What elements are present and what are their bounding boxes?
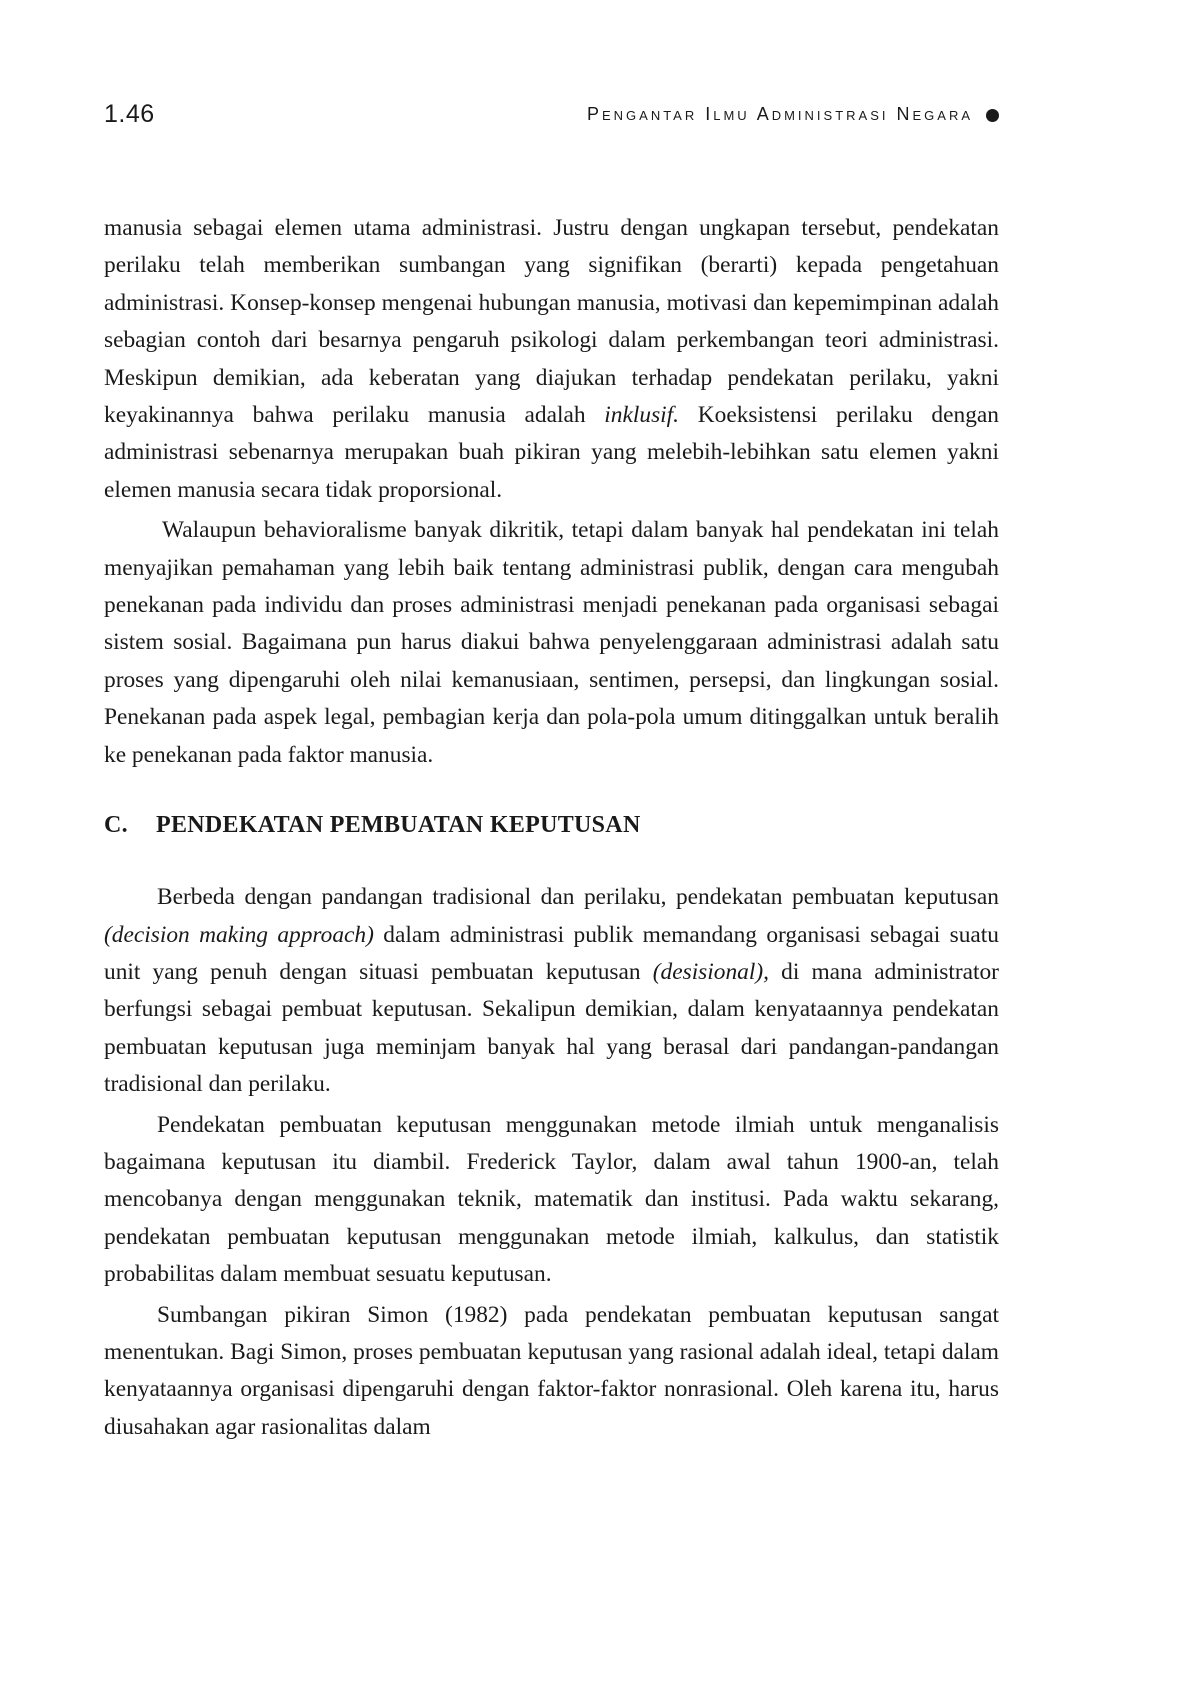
italic-term: inklusif. [604,402,680,429]
section-title: PENDEKATAN PEMBUATAN KEPUTUSAN [156,812,641,839]
paragraph-behavioralism: Walaupun behavioralisme banyak dikritik, tetapi dalam banyak hal pendekatan ini telah menyajikan pemahaman yang lebih baik tentang administrasi publik, dengan cara mengubah penekanan pada individu dan proses administrasi menjadi penekanan pada organisasi sebagai sistem sosial. Bagaimana pun harus diakui bahwa penyelenggaraan administrasi adalah satu proses yang dipengaruhi oleh nilai kemanusiaan, sentimen, persepsi, dan lingkungan sosial. Penekanan pada aspek legal, pembagian kerja dan pola-pola umum ditinggalkan untuk beralih ke penekanan pada faktor manusia. [104,517,999,768]
filled-circle-icon [986,109,999,122]
paragraph-text: manusia sebagai elemen utama administrasi. Justru dengan ungkapan tersebut, pendekatan perilaku telah memberikan sumbangan yang signifikan (berarti) kepada pengetahuan administrasi. Konsep-konsep mengenai hubungan manusia, motivasi dan kepemimpinan adalah sebagian contoh dari besarnya pengaruh psikologi dalam perkembangan teori administrasi. Meskipun demikian, ada keberatan yang diajukan terhadap pendekatan perilaku, yakni keyakinannya bahwa perilaku manusia adalah [104,215,999,429]
italic-term: (desisional), [652,958,770,985]
page-number: 1.46 [104,100,155,128]
paragraph-text: Berbeda dengan pandangan tradisional dan perilaku, pendekatan pembuatan keputusan [157,884,999,911]
italic-term: (decision making approach) [104,921,374,948]
paragraph-scientific-method: Pendekatan pembuatan keputusan menggunakan metode ilmiah untuk menganalisis bagaimana keputusan itu diambil. Frederick Taylor, dalam awal tahun 1900-an, telah mencobanya dengan menggunakan teknik, matematik dan institusi. Pada waktu sekarang, pendekatan pembuatan keputusan menggunakan metode ilmiah, kalkulus, dan statistik probabilitas dalam membuat sesuatu keputusan. [104,1111,999,1288]
section-heading [104,812,999,839]
section-letter: C. [104,812,128,839]
paragraph-text: Koeksistensi perilaku dengan administrasi sebenarnya merupakan buah pikiran yang melebih-lebihkan satu elemen yakni elemen manusia secara tidak proporsional. [104,402,999,503]
paragraph-behavioral-critique [104,210,999,509]
paragraph-simon: Sumbangan pikiran Simon (1982) pada pendekatan pembuatan keputusan sangat menentukan. Bagi Simon, proses pembuatan keputusan yang rasional adalah ideal, tetapi dalam kenyataannya organisasi dipengaruhi dengan faktor-faktor nonrasional. Oleh karena itu, harus diusahakan agar rasionalitas dalam [104,1301,999,1440]
running-header [104,100,999,140]
paragraph-text: di mana administrator berfungsi sebagai pembuat keputusan. Sekalipun demikian, dalam kenyataannya pendekatan pembuatan keputusan juga meminjam banyak hal yang berasal dari pandangan-pandangan tradisional dan perilaku. [104,958,999,1098]
paragraph-decision-approach [104,879,999,1103]
body-text [104,210,999,1446]
paragraph-text: dalam administrasi publik memandang organisasi sebagai suatu unit yang penuh dengan situasi pembuatan keputusan [104,921,1000,985]
book-title: Pengantar Ilmu Administrasi Negara [586,104,973,124]
